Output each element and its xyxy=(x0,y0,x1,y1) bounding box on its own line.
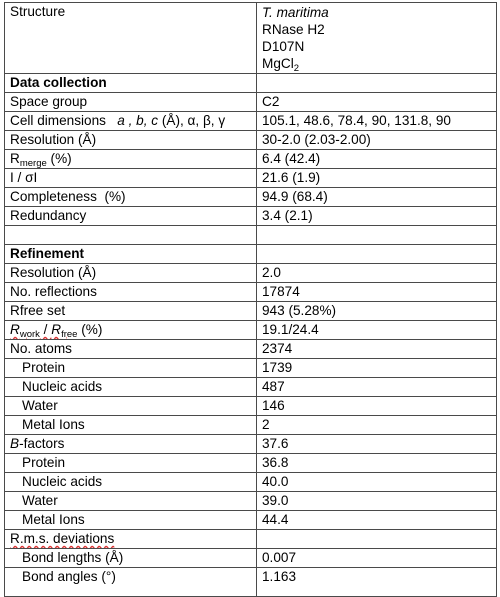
row-label: Bond angles (°) xyxy=(5,568,257,597)
row-label: I / σI xyxy=(5,169,257,188)
row-label: Completeness (%) xyxy=(5,188,257,207)
ligand-name xyxy=(262,55,496,72)
table-row xyxy=(5,359,497,378)
row-value: 36.8 xyxy=(257,454,497,473)
row-value: 94.9 (68.4) xyxy=(257,188,497,207)
row-value: C2 xyxy=(257,93,497,112)
rwork-label: $R_{work} / R_{free}$ xyxy=(10,322,78,340)
row-label: Metal Ions xyxy=(5,511,257,530)
table-row xyxy=(5,150,497,169)
row-label: Resolution (Å) xyxy=(5,131,257,150)
table-row xyxy=(5,112,497,131)
table-row xyxy=(5,530,497,549)
section-heading-refinement: Refinement xyxy=(5,245,257,264)
row-value: 943 (5.28%) xyxy=(257,302,497,321)
row-label: Protein xyxy=(5,359,257,378)
row-label: Nucleic acids xyxy=(5,378,257,397)
table-row xyxy=(5,264,497,283)
table-row xyxy=(5,454,497,473)
structure-description xyxy=(257,3,497,74)
table-row xyxy=(5,283,497,302)
table-header-row xyxy=(5,3,497,74)
table-row xyxy=(5,93,497,112)
row-value: 105.1, 48.6, 78.4, 90, 131.8, 90 xyxy=(257,112,497,131)
row-value: 40.0 xyxy=(257,473,497,492)
row-label: Space group xyxy=(5,93,257,112)
row-label: No. reflections xyxy=(5,283,257,302)
row-value: 1739 xyxy=(257,359,497,378)
row-label: Water xyxy=(5,492,257,511)
section-heading-data-collection: Data collection xyxy=(5,74,257,93)
row-value: 146 xyxy=(257,397,497,416)
table-row xyxy=(5,511,497,530)
structure-label: Structure xyxy=(5,3,257,74)
row-value: 37.6 xyxy=(257,435,497,454)
row-label: Bond lengths (Å) xyxy=(5,549,257,568)
row-label: Protein xyxy=(5,454,257,473)
row-value: 0.007 xyxy=(257,549,497,568)
table-row xyxy=(5,549,497,568)
table-row xyxy=(5,245,497,264)
spacer-row xyxy=(5,226,497,245)
row-label: B-factors xyxy=(5,435,257,454)
row-label: Rfree set xyxy=(5,302,257,321)
row-value: 39.0 xyxy=(257,492,497,511)
data-collection-refinement-table xyxy=(4,2,497,597)
row-label: Resolution (Å) xyxy=(5,264,257,283)
row-label: R.m.s. deviations xyxy=(5,530,257,549)
row-value: 6.4 (42.4) xyxy=(257,150,497,169)
row-value: 17874 xyxy=(257,283,497,302)
protein-name: RNase H2 xyxy=(262,22,325,37)
row-value: 2374 xyxy=(257,340,497,359)
row-label: Water xyxy=(5,397,257,416)
table-row xyxy=(5,492,497,511)
row-value: 44.4 xyxy=(257,511,497,530)
row-label: $R_{merge}$ (%) xyxy=(5,150,257,169)
row-value: 21.6 (1.9) xyxy=(257,169,497,188)
row-label: No. atoms xyxy=(5,340,257,359)
table-row xyxy=(5,188,497,207)
row-label: Nucleic acids xyxy=(5,473,257,492)
row-label: $R_{work} / R_{free}$ (%) xyxy=(5,321,257,340)
crystallography-table-container xyxy=(4,2,497,597)
row-value: 2 xyxy=(257,416,497,435)
row-value: 3.4 (2.1) xyxy=(257,207,497,226)
table-row xyxy=(5,568,497,597)
mutant-name: D107N xyxy=(262,39,305,54)
row-value: 30-2.0 (2.03-2.00) xyxy=(257,131,497,150)
row-label: Cell dimensions a , b, c (Å), α, β, γ xyxy=(5,112,257,131)
table-row xyxy=(5,131,497,150)
table-row xyxy=(5,340,497,359)
row-value: 1.163 xyxy=(257,568,497,597)
row-label: Metal Ions xyxy=(5,416,257,435)
table-row xyxy=(5,207,497,226)
row-label: Redundancy xyxy=(5,207,257,226)
table-row xyxy=(5,74,497,93)
table-row xyxy=(5,321,497,340)
organism: T. maritima xyxy=(262,5,329,20)
table-row xyxy=(5,473,497,492)
table-row xyxy=(5,169,497,188)
ligand-subscript: 2 xyxy=(293,63,300,74)
row-value: 2.0 xyxy=(257,264,497,283)
ligand-base: MgCl xyxy=(262,56,294,71)
row-value: 19.1/24.4 xyxy=(257,321,497,340)
table-row xyxy=(5,378,497,397)
table-row xyxy=(5,302,497,321)
row-value: 487 xyxy=(257,378,497,397)
table-row xyxy=(5,397,497,416)
table-row xyxy=(5,435,497,454)
table-row xyxy=(5,416,497,435)
